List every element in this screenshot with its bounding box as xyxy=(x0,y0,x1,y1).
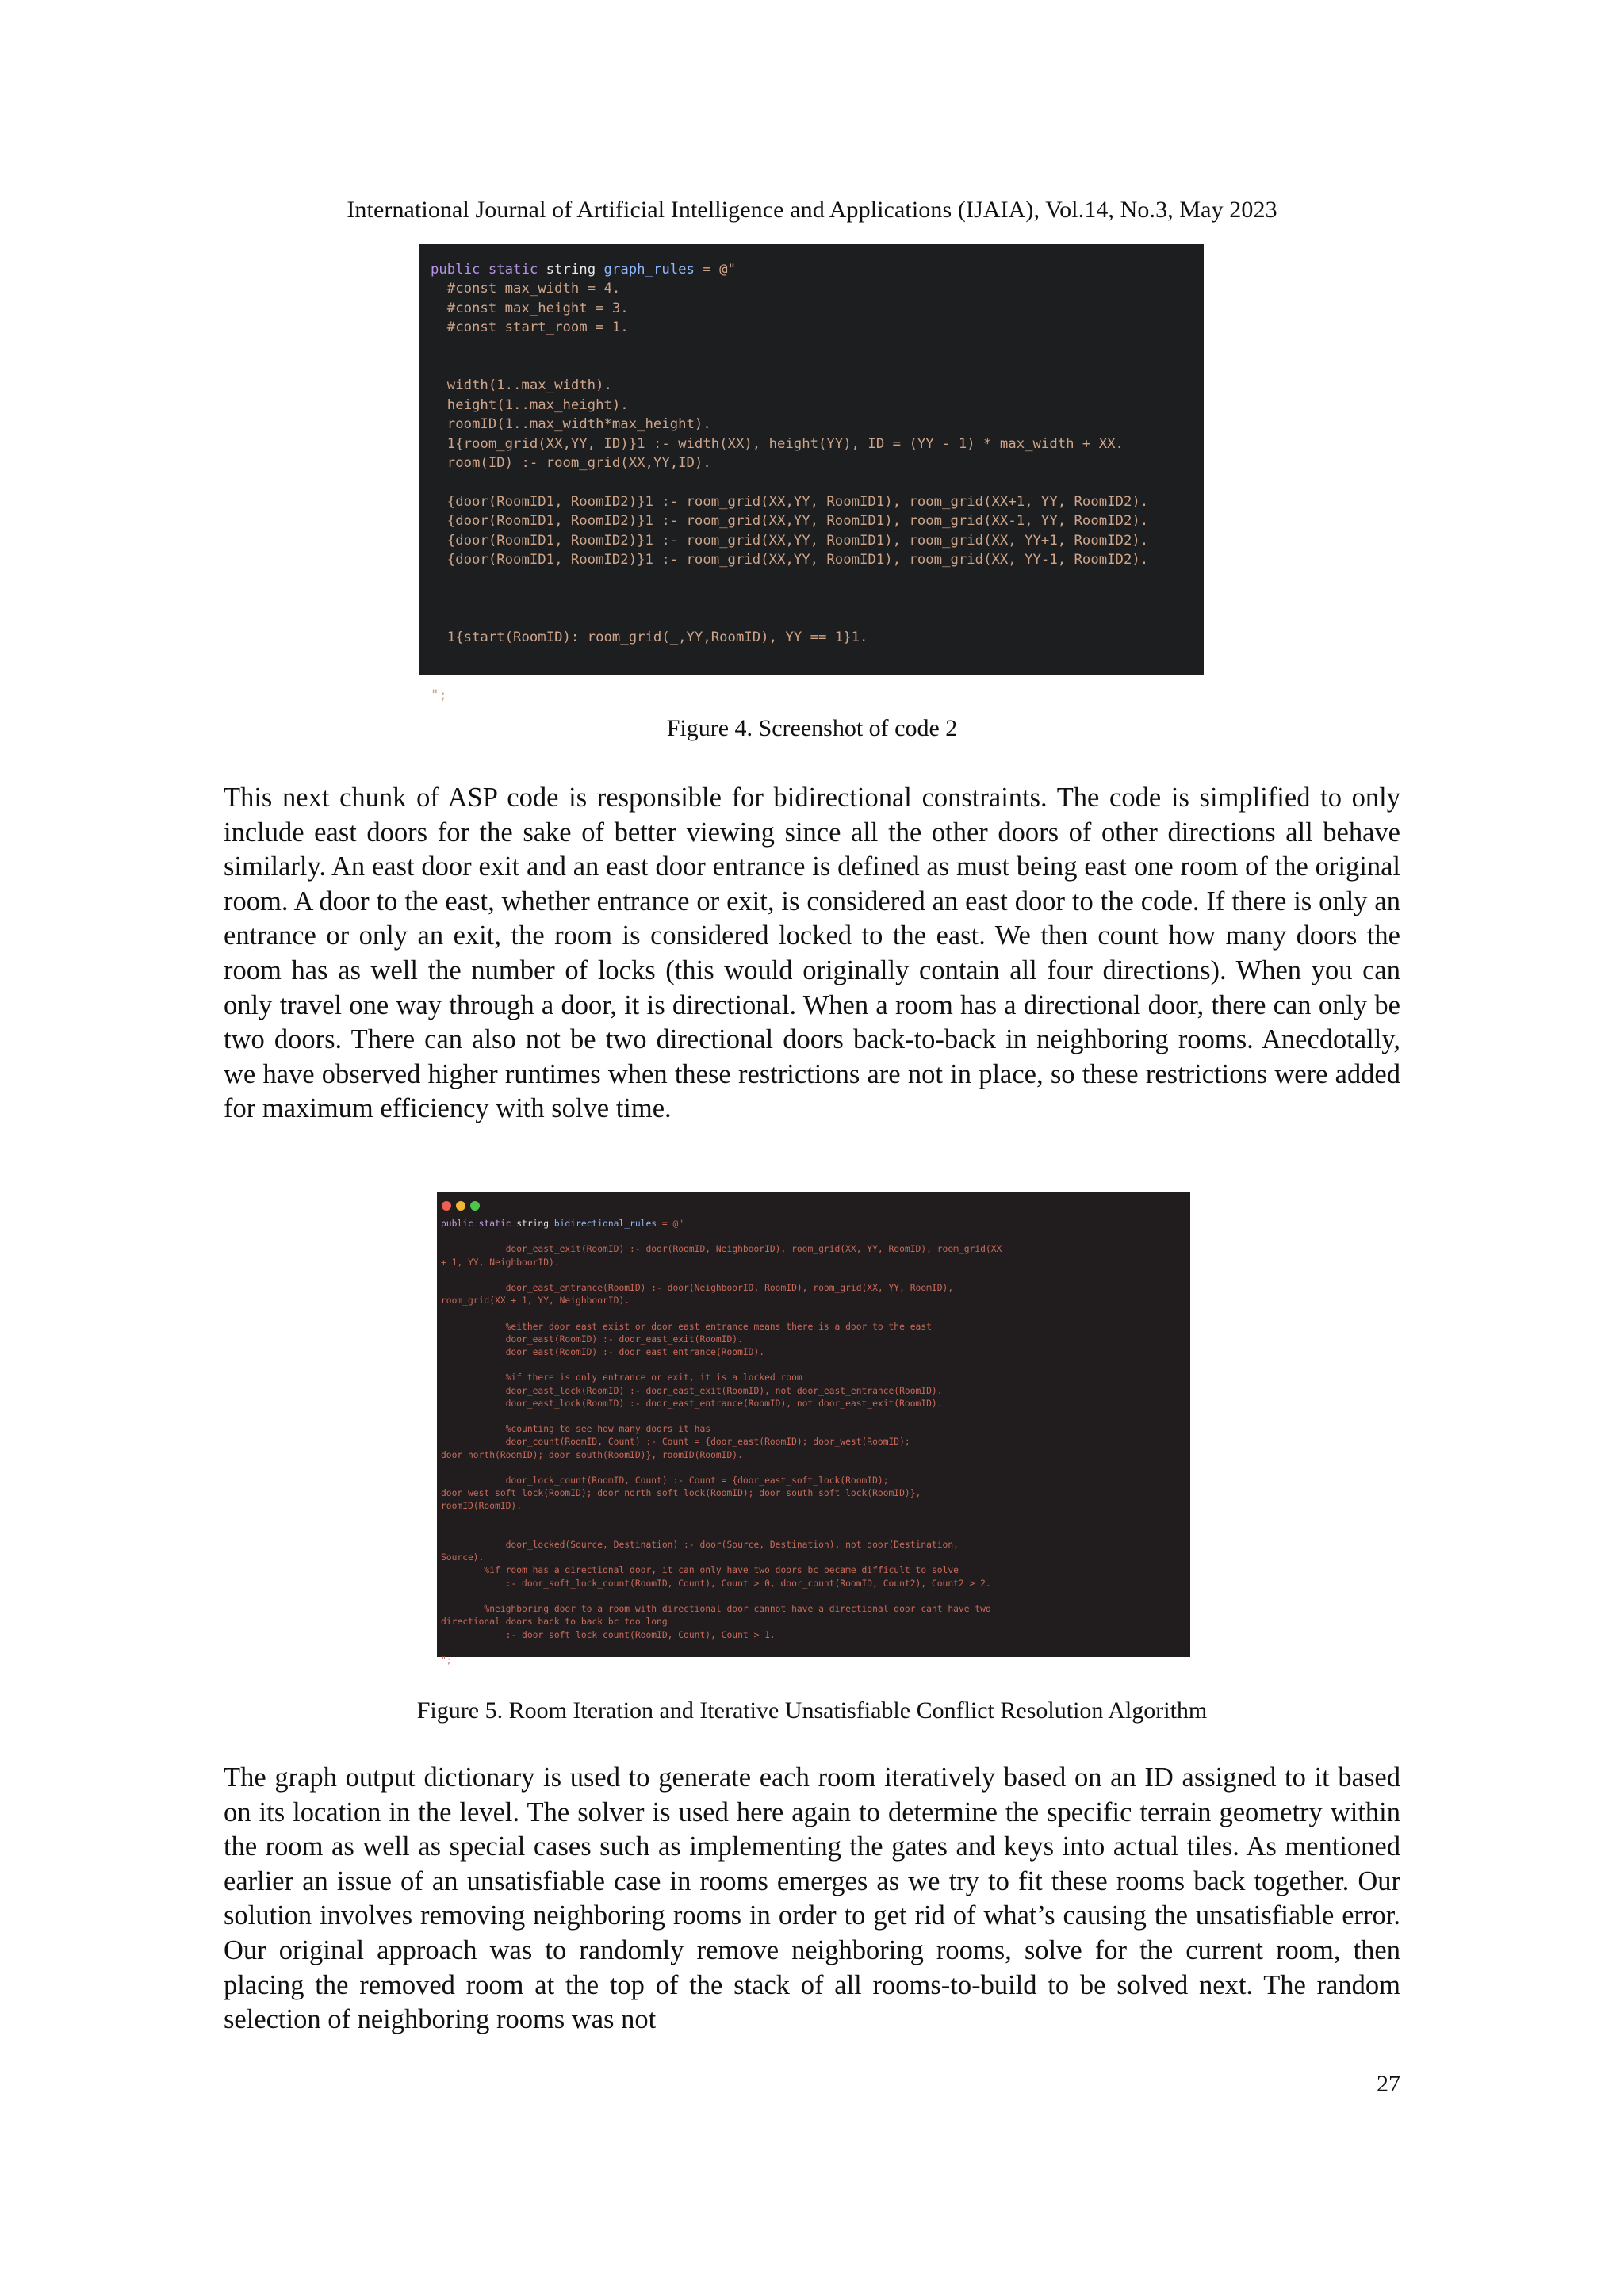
code-variable-name: bidirectional_rules xyxy=(553,1219,657,1229)
code-declaration-rest: = @" xyxy=(657,1219,684,1229)
figure-4-code-screenshot xyxy=(419,244,1204,703)
code-variable-name: graph_rules xyxy=(603,262,695,277)
code-body: door_east_exit(RoomID) :- door(RoomID, NeighboorID), room_grid(XX, YY, RoomID), room_grid(XX + 1, YY, NeighboorID). door_east_entrance(RoomID) :- door(NeighboorID, RoomID), room_grid(XX, YY, RoomID), room_grid(XX + 1, YY, NeighboorID). %either door east exist or door east entrance means there is a door to the east door_east(RoomID) :- door_east_exit(RoomID). door_east(RoomID) :- door_east_entrance(RoomID). %if there is only entrance or exit, it is a locked room door_east_lock(RoomID) :- door_east_exit(RoomID), not door_east_entrance(RoomID). door_east_lock(RoomID) :- door_east_entrance(RoomID), not door_east_exit(RoomID). %counting to see how many doors it has door_count(RoomID, Count) :- Count = {door_east(RoomID); door_west(RoomID); door_north(RoomID); door_south(RoomID)}, roomID(RoomID). door_lock_count(RoomID, Count) :- Count = {door_east_soft_lock(RoomID); door_west_soft_lock(RoomID); door_north_soft_lock(RoomID); door_south_soft_lock(RoomID)}, roomID(RoomID). door_locked(Source, Destination) :- door(Source, Destination), not door(Destination, Source). %if room has a directional door, it can only have two doors bc became difficult to solve :- door_soft_lock_count(RoomID, Count), Count > 0, door_count(RoomID, Count2), Count2 > 2. %neighboring door to a room with directional door cannot have a directional door cant have two directional doors back to back bc too long :- door_soft_lock_count(RoomID, Count), Count > 1. "; xyxy=(441,1244,1002,1666)
code-type: string xyxy=(546,262,604,277)
figure-5-code xyxy=(441,1218,1002,1667)
window-controls xyxy=(442,1199,485,1210)
body-paragraph: This next chunk of ASP code is responsible for bidirectional constraints. The code is simplified to only include east doors for the sake of better viewing since all the other doors of other directions all behave similarly. An east door exit and an east door entrance is defined as must being east one room of the original room. A door to the east, whether entrance or exit, is considered an east door to the code. If there is only an entrance or only an exit, the room is considered locked to the east. We then count how many doors the room has as well the number of locks (this would originally contain all four directions). When you can only travel one way through a door, it is directional. When a room has a directional door, there can only be two doors. There can also not be two directional doors back-to-back in neighboring rooms. Anecdotally, we have observed higher runtimes when these restrictions are not in place, so these restrictions were added for maximum efficiency with solve time. xyxy=(224,783,1400,1124)
figure-5-code-screenshot xyxy=(437,1192,1190,1666)
maximize-dot-icon xyxy=(470,1201,480,1211)
code-body: #const max_width = 4. #const max_height = 3. #const start_room = 1. width(1..max_width). height(1..max_height). roomID(1..max_width*max_height). 1{room_grid(XX,YY, ID)}1 :- width(XX), height(YY), ID = (YY - 1) * max_width + XX. room(ID) :- room_grid(XX,YY,ID). {door(RoomID1, RoomID2)}1 :- room_grid(XX,YY, RoomID1), room_grid(XX+1, YY, RoomID2). {door(RoomID1, RoomID2)}1 :- room_grid(XX,YY, RoomID1), room_grid(XX-1, YY, RoomID2). {door(RoomID1, RoomID2)}1 :- room_grid(XX,YY, RoomID1), room_grid(XX, YY+1, RoomID2). {door(RoomID1, RoomID2)}1 :- room_grid(XX,YY, RoomID1), room_grid(XX, YY-1, RoomID2). 1{start(RoomID): room_grid(_,YY,RoomID), YY == 1}1. "; xyxy=(431,281,1149,703)
code-keyword: public static xyxy=(431,262,546,277)
journal-header: International Journal of Artificial Intelligence and Applications (IJAIA), Vol.14, No.3, May 2023 xyxy=(347,197,1277,223)
figure-5-caption: Figure 5. Room Iteration and Iterative Unsatisfiable Conflict Resolution Algorithm xyxy=(416,1697,1208,1724)
code-type: string xyxy=(516,1219,554,1229)
close-dot-icon xyxy=(442,1201,451,1211)
minimize-dot-icon xyxy=(456,1201,465,1211)
figure-4-caption: Figure 4. Screenshot of code 2 xyxy=(666,715,958,741)
figure-4-code xyxy=(431,260,1148,705)
code-keyword: public static xyxy=(441,1219,517,1229)
page-number: 27 xyxy=(1377,2071,1400,2097)
code-declaration-rest: = @" xyxy=(694,262,736,277)
body-paragraph: The graph output dictionary is used to generate each room iteratively based on an ID assigned to it based on its location in the level. The solver is used here again to determine the specific terrain geometry within the room as well as special cases such as implementing the gates and keys into actual tiles. As mentioned earlier an issue of an unsatisfiable case in rooms emerges as we try to fit these rooms back together. Our solution involves removing neighboring rooms in order to get rid of what’s causing the unsatisfiable error. Our original approach was to randomly remove neighboring rooms, solve for the current room, then placing the removed room at the top of the stack of all rooms-to-build to be solved next. The random selection of neighboring rooms was not xyxy=(224,1762,1400,2035)
